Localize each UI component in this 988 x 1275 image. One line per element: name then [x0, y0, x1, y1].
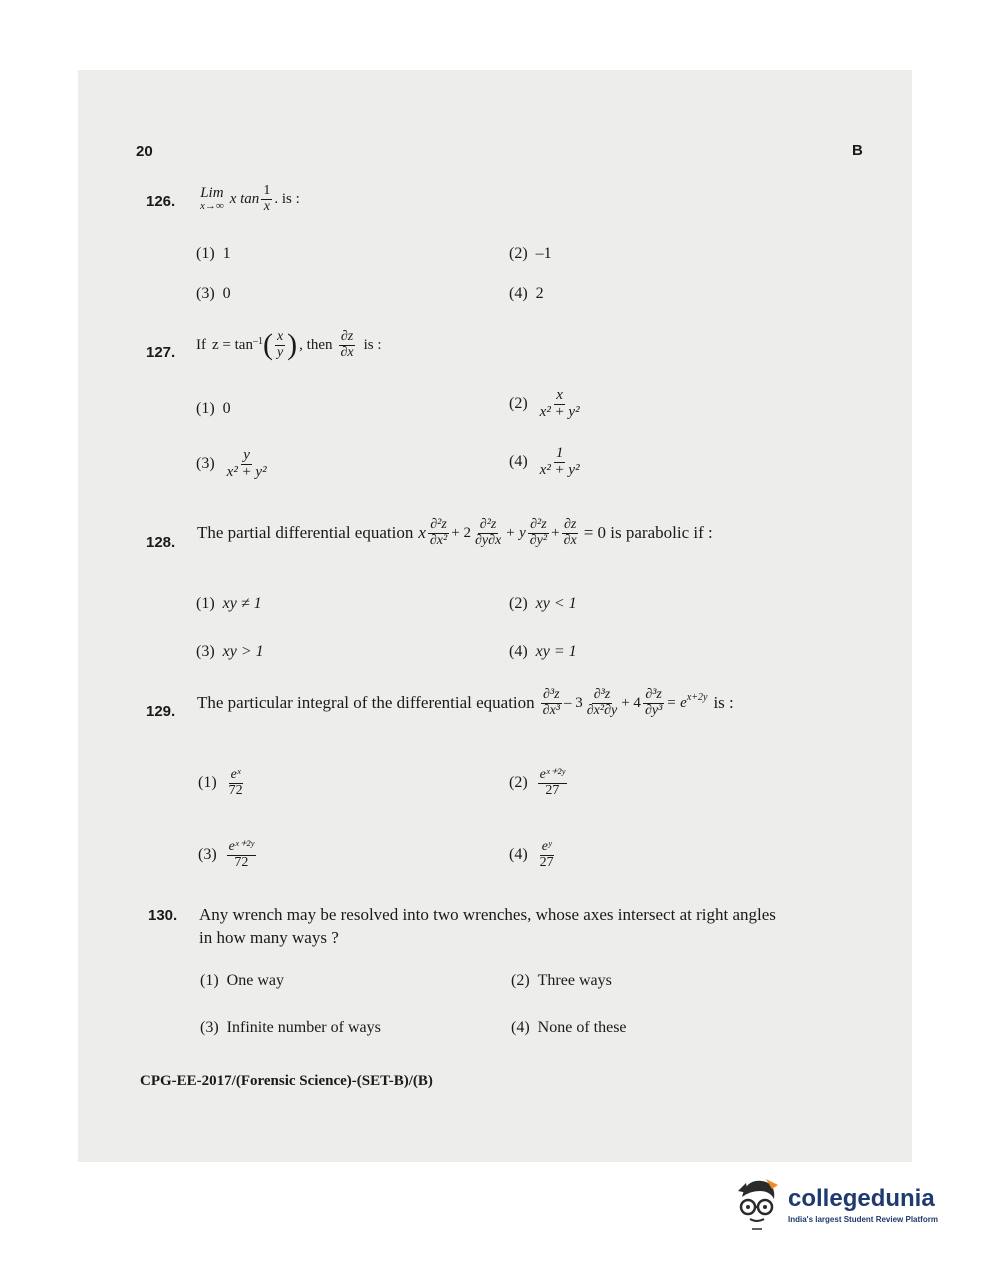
question-number: 126. — [146, 193, 176, 210]
question-128-stem — [197, 518, 713, 548]
option-1[interactable] — [196, 400, 231, 418]
term-1 — [541, 688, 562, 718]
denominator: 27 — [545, 782, 560, 798]
option-1[interactable] — [198, 768, 247, 798]
option-value: 0 — [222, 285, 231, 302]
fraction — [261, 184, 272, 214]
option-label: (3) — [198, 846, 217, 864]
denominator: ∂x — [340, 344, 354, 360]
option-2[interactable] — [509, 595, 577, 613]
option-value: xy > 1 — [222, 643, 264, 660]
page-number: 20 — [136, 143, 153, 160]
option-4[interactable] — [511, 1019, 627, 1037]
option-value: Three ways — [537, 972, 612, 989]
term-2 — [585, 688, 619, 718]
numerator: x — [556, 387, 563, 403]
question-127-stem — [196, 330, 382, 360]
option-2[interactable] — [509, 388, 584, 421]
stem-lead: The partial differential equation — [197, 523, 414, 543]
numerator: 1 — [263, 183, 271, 198]
then-word: , then — [299, 336, 333, 353]
term-3 — [528, 518, 549, 548]
option-value: Infinite number of ways — [226, 1019, 381, 1036]
option-2[interactable] — [509, 768, 569, 798]
denominator: ∂y³ — [644, 702, 663, 718]
denominator: ∂x²∂y — [586, 702, 618, 718]
coefficient: x — [418, 523, 426, 543]
option-label: (4) — [509, 285, 528, 302]
option-3[interactable] — [196, 285, 231, 303]
option-4[interactable] — [509, 285, 544, 303]
numerator: ∂²z — [430, 517, 447, 532]
term-3 — [643, 688, 664, 718]
option-2[interactable] — [511, 972, 612, 990]
operator: + 2 — [451, 524, 471, 541]
numerator: eʸ — [541, 839, 552, 854]
option-label: (4) — [509, 453, 528, 471]
term-4 — [562, 518, 579, 548]
option-label: (1) — [200, 972, 219, 989]
footer-code: CPG-EE-2017/(Forensic Science)-(SET-B)/(B) — [140, 1073, 433, 1089]
numerator: eˣ — [230, 767, 241, 782]
question-number: 127. — [146, 344, 176, 361]
option-label: (2) — [509, 245, 528, 262]
option-label: (4) — [509, 846, 528, 864]
term-2 — [473, 518, 503, 548]
option-label: (2) — [509, 395, 528, 413]
exponent: x+2y — [686, 692, 708, 703]
operator: + y — [505, 524, 526, 541]
option-value: xy ≠ 1 — [222, 595, 262, 612]
option-value: None of these — [537, 1019, 627, 1036]
denominator: 72 — [234, 854, 249, 870]
numerator: ∂²z — [479, 517, 497, 532]
denominator: ∂x² — [429, 532, 448, 548]
option-fraction — [538, 446, 582, 479]
option-4[interactable] — [509, 840, 558, 870]
denominator: ∂x — [563, 532, 577, 548]
option-1[interactable] — [200, 972, 284, 990]
option-label: (3) — [196, 285, 215, 302]
option-label: (4) — [511, 1019, 530, 1036]
numerator: ∂³z — [543, 687, 560, 702]
stem-tail: . is : — [274, 190, 300, 207]
option-label: (2) — [509, 595, 528, 612]
option-fraction — [227, 768, 245, 798]
operator: + 4 — [621, 694, 641, 711]
partial-derivative — [339, 330, 356, 360]
numerator: eˣ⁺²ʸ — [228, 839, 254, 854]
term-1 — [428, 518, 449, 548]
option-value: xy = 1 — [535, 643, 577, 660]
lim-subscript: x→∞ — [200, 200, 224, 213]
question-number: 128. — [146, 534, 176, 551]
option-value: 2 — [535, 285, 544, 302]
option-label: (3) — [200, 1019, 219, 1036]
expression: x tan — [229, 190, 260, 207]
question-130-stem — [199, 903, 869, 949]
option-1[interactable] — [196, 595, 262, 613]
operator: – 3 — [564, 694, 583, 711]
question-126-stem — [200, 184, 300, 214]
denominator: x — [263, 198, 270, 214]
option-label: (4) — [509, 643, 528, 660]
option-value: xy < 1 — [535, 595, 577, 612]
inverse-exponent: –1 — [252, 336, 263, 347]
option-fraction — [227, 840, 256, 870]
denominator: ∂y² — [529, 532, 548, 548]
question-number: 129. — [146, 703, 176, 720]
brand-name: collegedunia — [788, 1184, 935, 1212]
numerator: y — [243, 447, 250, 463]
option-label: (3) — [196, 643, 215, 660]
numerator: ∂z — [563, 517, 577, 532]
numerator: ∂z — [340, 329, 354, 344]
operator: + — [551, 524, 560, 541]
open-paren: ( — [262, 328, 273, 362]
scanned-page — [78, 70, 912, 1162]
equals-e: = e — [666, 694, 687, 711]
question-129-stem — [197, 688, 734, 718]
denominator: ∂x³ — [542, 702, 560, 718]
option-label: (1) — [196, 595, 215, 612]
numerator: eˣ⁺²ʸ — [539, 767, 565, 782]
denominator: y — [276, 344, 284, 360]
option-value: 1 — [222, 245, 231, 262]
lhs: z = tan — [212, 336, 253, 353]
option-4[interactable] — [509, 643, 577, 661]
argument-fraction — [275, 330, 285, 360]
numerator: ∂²z — [530, 517, 547, 532]
stem-lead: The particular integral of the differential equation — [197, 693, 535, 713]
option-fraction — [225, 448, 269, 481]
option-label: (1) — [198, 774, 217, 792]
option-1[interactable] — [196, 245, 231, 263]
numerator: ∂³z — [645, 687, 662, 702]
option-label: (2) — [509, 774, 528, 792]
option-2[interactable] — [509, 245, 552, 263]
option-label: (3) — [196, 455, 215, 473]
option-3[interactable] — [196, 448, 271, 481]
stem-line-2: in how many ways ? — [199, 928, 339, 947]
stem-line-1: Any wrench may be resolved into two wrenches, whose axes intersect at right angles — [199, 905, 776, 924]
denominator: x² + y² — [539, 461, 580, 478]
denominator: 72 — [228, 782, 243, 798]
question-number: 130. — [148, 907, 178, 924]
collegedunia-logo — [732, 1175, 938, 1233]
stem-tail: = 0 is parabolic if : — [583, 523, 713, 543]
option-fraction — [538, 768, 567, 798]
lim-word: Lim — [200, 185, 224, 202]
option-value: 0 — [222, 400, 231, 417]
option-4[interactable] — [509, 446, 584, 479]
option-value: One way — [226, 972, 284, 989]
close-paren: ) — [287, 328, 298, 362]
stem-tail: is : — [363, 336, 382, 353]
option-fraction — [538, 388, 582, 421]
mascot-icon — [732, 1175, 782, 1233]
option-label: (1) — [196, 245, 215, 262]
denominator: x² + y² — [539, 403, 580, 420]
option-3[interactable] — [200, 1019, 381, 1037]
option-label: (2) — [511, 972, 530, 989]
numerator: x — [276, 329, 284, 344]
denominator: 27 — [539, 854, 554, 870]
if-word: If — [196, 336, 206, 353]
brand-tagline: India's largest Student Review Platform — [788, 1214, 938, 1224]
option-fraction — [538, 840, 556, 870]
denominator: ∂y∂x — [474, 532, 502, 548]
option-3[interactable] — [198, 840, 258, 870]
numerator: ∂³z — [593, 687, 611, 702]
option-value: –1 — [535, 245, 552, 262]
option-label: (1) — [196, 400, 215, 417]
option-3[interactable] — [196, 643, 264, 661]
denominator: x² + y² — [226, 463, 267, 480]
set-letter: B — [852, 142, 863, 159]
stem-tail: is : — [713, 693, 734, 713]
numerator: 1 — [555, 445, 564, 461]
